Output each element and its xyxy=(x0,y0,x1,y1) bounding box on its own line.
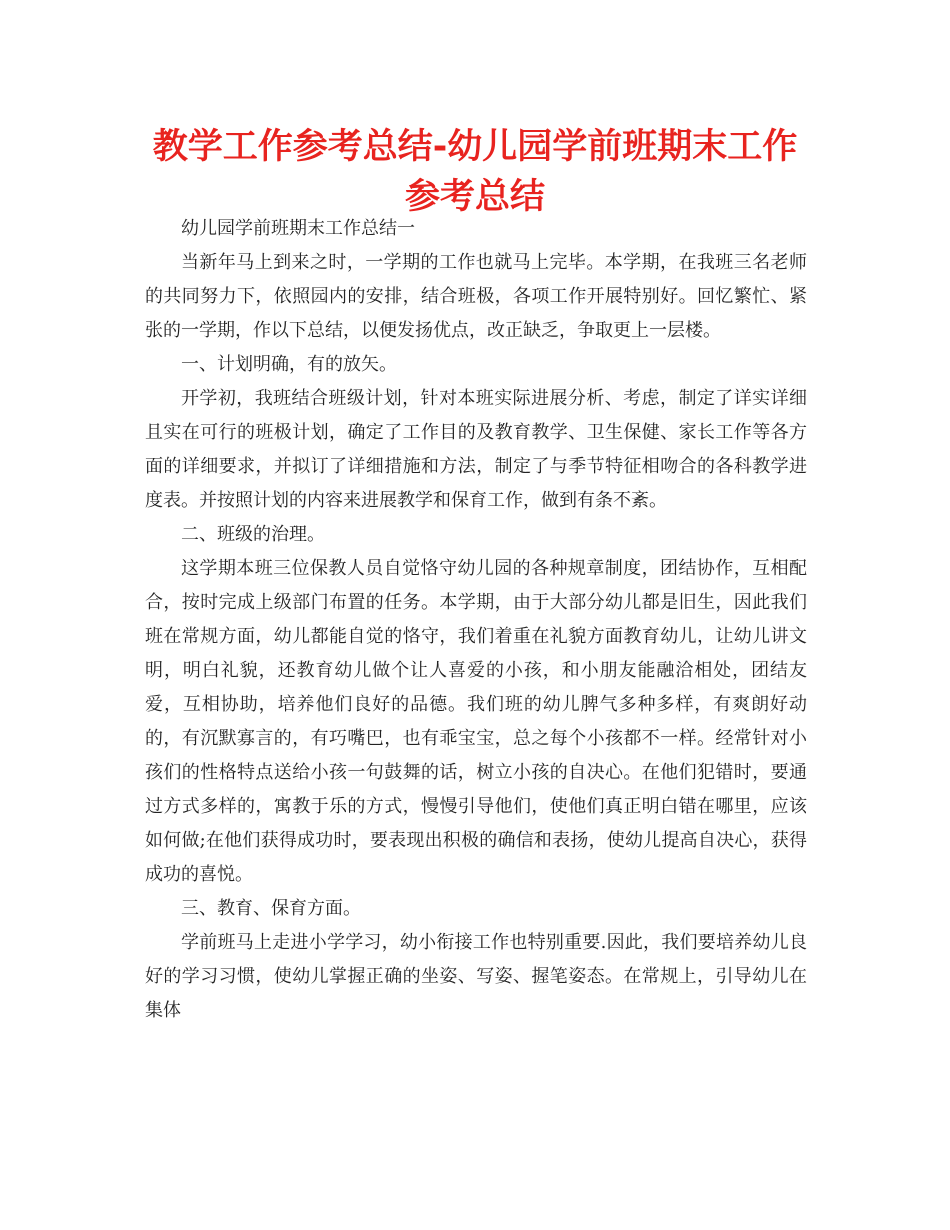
paragraph: 这学期本班三位保教人员自觉恪守幼儿园的各种规章制度，团结协作，互相配合，按时完成上级部门布置的任务。本学期，由于大部分幼儿都是旧生，因此我们班在常规方面，幼儿都能自觉的恪守，我们着重在礼貌方面教育幼儿，让幼儿讲文明，明白礼貌，还教育幼儿做个让人喜爱的小孩，和小朋友能融洽相处，团结友爱，互相协助，培养他们良好的品德。我们班的幼儿脾气多种多样，有爽朗好动的，有沉默寡言的，有巧嘴巴，也有乖宝宝，总之每个小孩都不一样。经常针对小孩们的性格特点送给小孩一句鼓舞的话，树立小孩的自决心。在他们犯错时，要通过方式多样的，寓教于乐的方式，慢慢引导他们，使他们真正明白错在哪里，应该如何做;在他们获得成功时，要表现出积极的确信和表扬，使幼儿提高自决心，获得成功的喜悦。 xyxy=(145,558,807,885)
document-body xyxy=(145,212,807,1028)
paragraph: 开学初，我班结合班级计划，针对本班实际进展分析、考虑，制定了详实详细且实在可行的班极计划，确定了工作目的及教育教学、卫生保健、家长工作等各方面的详细要求，并拟订了详细措施和方法，制定了与季节特征相吻合的各科教学进度表。并按照计划的内容来进展教学和保育工作，做到有条不紊。 xyxy=(145,388,807,511)
section-heading: 幼儿园学前班期末工作总结一 xyxy=(181,218,415,239)
section-heading: 三、教育、保育方面。 xyxy=(181,898,361,919)
paragraph: 学前班马上走进小学学习，幼小衔接工作也特别重要.因此，我们要培养幼儿良好的学习习惯，使幼儿掌握正确的坐姿、写姿、握笔姿态。在常规上，引导幼儿在集体 xyxy=(145,932,807,1021)
document-title: 教学工作参考总结-幼儿园学前班期末工作参考总结 xyxy=(152,127,798,217)
section-heading: 一、计划明确，有的放矢。 xyxy=(181,354,397,375)
paragraph: 当新年马上到来之时，一学期的工作也就马上完毕。本学期，在我班三名老师的共同努力下，依照园内的安排，结合班极，各项工作开展特别好。回忆繁忙、紧张的一学期，作以下总结，以便发扬优点，改正缺乏，争取更上一层楼。 xyxy=(145,252,807,341)
section-heading: 二、班级的治理。 xyxy=(181,524,325,545)
